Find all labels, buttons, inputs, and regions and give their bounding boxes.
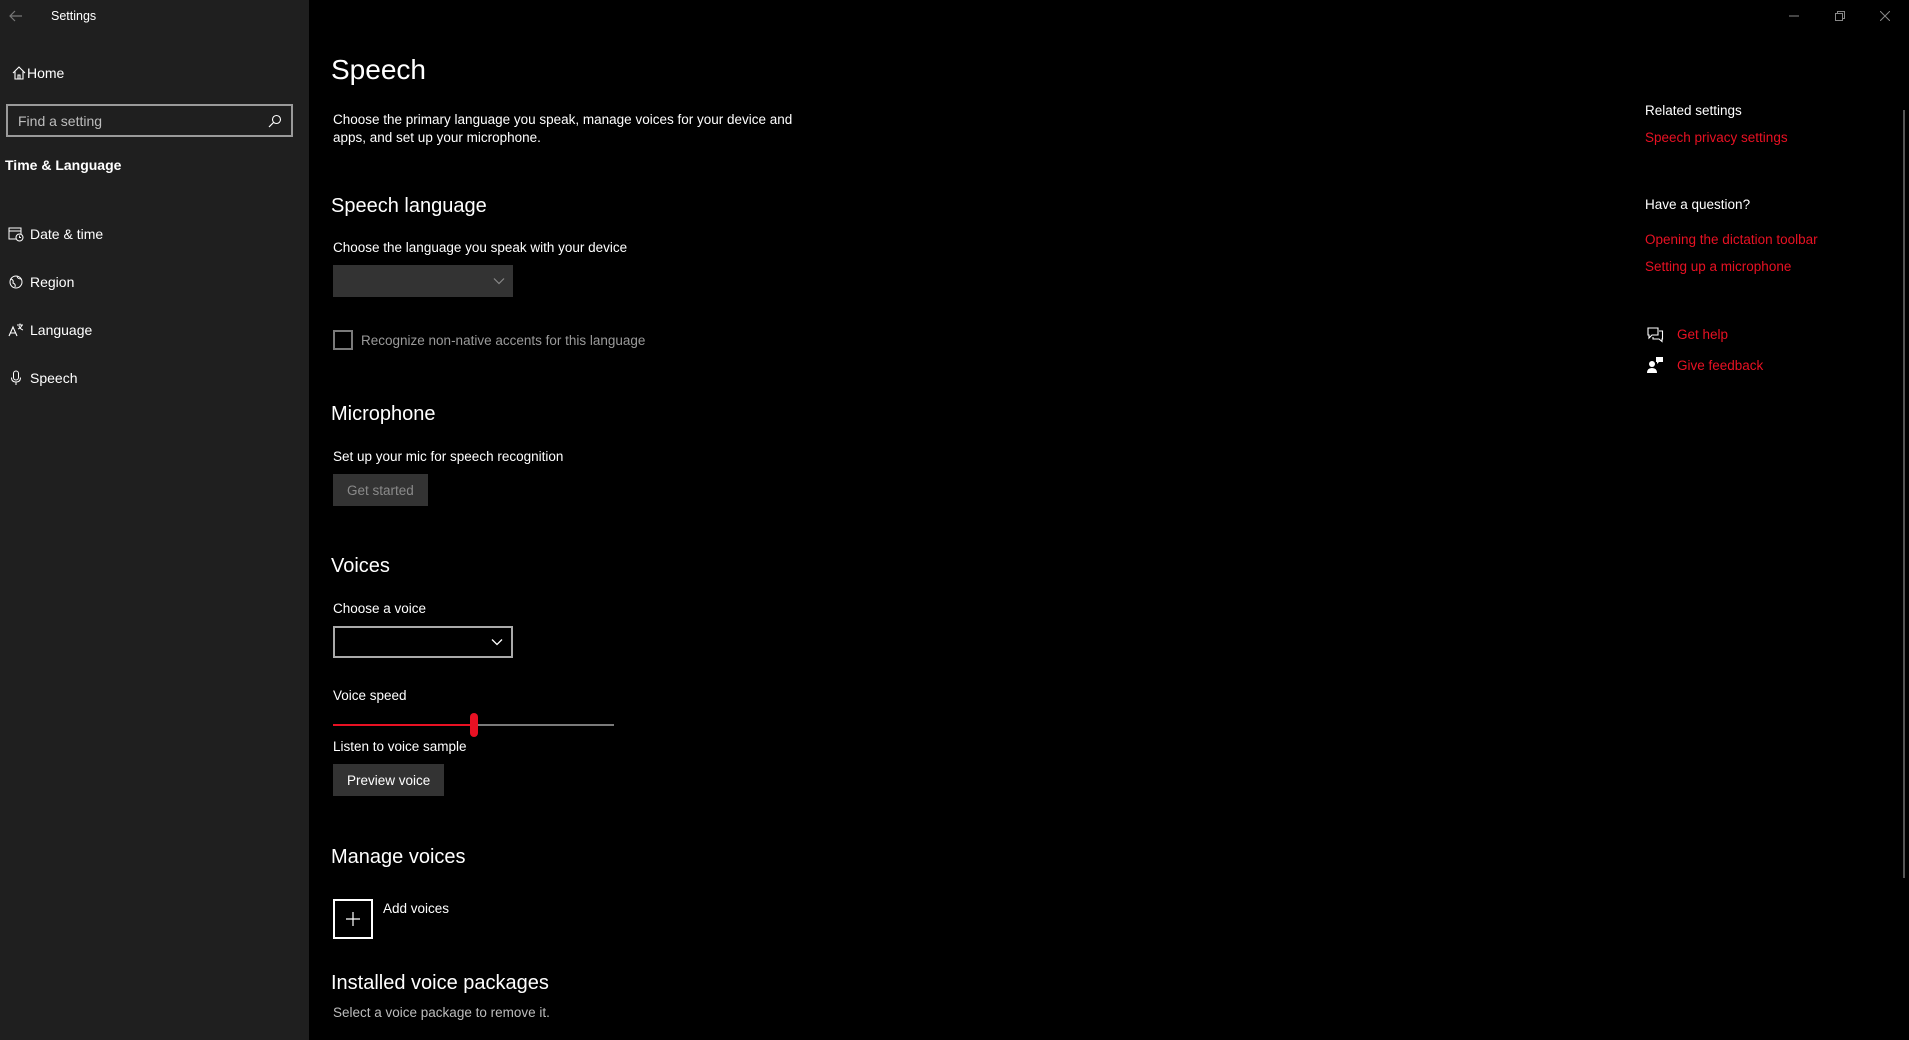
calendar-clock-icon bbox=[2, 226, 30, 242]
sidebar-item-label: Region bbox=[30, 274, 75, 290]
sidebar-item-label: Date & time bbox=[30, 226, 104, 242]
add-voices-label: Add voices bbox=[383, 901, 450, 916]
accents-checkbox-row[interactable] bbox=[333, 330, 645, 350]
page-description: Choose the primary language you speak, manage voices for your device and apps, and set up your microphone. bbox=[333, 112, 793, 145]
sidebar-item-label: Home bbox=[27, 65, 65, 81]
search-input[interactable] bbox=[16, 112, 267, 130]
listen-sample-label: Listen to voice sample bbox=[333, 739, 467, 754]
voices-heading: Voices bbox=[331, 555, 390, 577]
manage-voices-heading: Manage voices bbox=[331, 846, 466, 868]
microphone-setup-label: Set up your mic for speech recognition bbox=[333, 449, 564, 464]
sidebar-item-home[interactable] bbox=[0, 58, 309, 88]
give-feedback-row[interactable] bbox=[1645, 355, 1763, 375]
speech-language-heading: Speech language bbox=[331, 195, 487, 217]
accents-checkbox-label: Recognize non-native accents for this language bbox=[361, 332, 646, 348]
dictation-toolbar-link[interactable]: Opening the dictation toolbar bbox=[1645, 232, 1818, 247]
choose-voice-label: Choose a voice bbox=[333, 601, 427, 616]
sidebar-section-heading: Time & Language bbox=[5, 157, 122, 173]
page-title: Speech bbox=[331, 54, 426, 85]
microphone-heading: Microphone bbox=[331, 403, 436, 425]
sidebar-item-region[interactable] bbox=[0, 258, 309, 306]
slider-thumb[interactable] bbox=[470, 713, 478, 737]
speech-privacy-link[interactable]: Speech privacy settings bbox=[1645, 130, 1788, 145]
voice-dropdown[interactable] bbox=[333, 626, 513, 658]
slider-fill bbox=[333, 724, 474, 726]
get-help-link[interactable]: Get help bbox=[1677, 326, 1729, 342]
get-started-button[interactable]: Get started bbox=[333, 474, 428, 506]
add-voices-button[interactable] bbox=[333, 899, 449, 939]
sidebar-item-date-time[interactable] bbox=[0, 210, 309, 258]
restore-icon[interactable] bbox=[1822, 4, 1858, 28]
scrollbar[interactable] bbox=[1903, 110, 1905, 878]
speech-language-label: Choose the language you speak with your device bbox=[333, 240, 628, 255]
give-feedback-link[interactable]: Give feedback bbox=[1677, 357, 1764, 373]
get-help-row[interactable] bbox=[1645, 324, 1728, 344]
chat-help-icon bbox=[1645, 324, 1665, 344]
preview-voice-button[interactable]: Preview voice bbox=[333, 764, 444, 796]
sidebar bbox=[0, 0, 309, 1040]
feedback-person-icon bbox=[1645, 355, 1665, 375]
search-box[interactable] bbox=[6, 104, 293, 137]
content-pane bbox=[309, 0, 1909, 1040]
sidebar-item-label: Language bbox=[30, 322, 93, 338]
setup-microphone-link[interactable]: Setting up a microphone bbox=[1645, 259, 1792, 274]
installed-voices-heading: Installed voice packages bbox=[331, 972, 549, 994]
chevron-down-icon bbox=[493, 272, 505, 290]
speech-language-dropdown[interactable] bbox=[333, 265, 513, 297]
sidebar-item-language[interactable] bbox=[0, 306, 309, 354]
plus-icon bbox=[333, 899, 373, 939]
sidebar-item-speech[interactable] bbox=[0, 354, 309, 402]
related-settings-title: Related settings bbox=[1645, 103, 1742, 118]
sidebar-nav bbox=[0, 210, 309, 402]
close-icon[interactable] bbox=[1867, 4, 1903, 28]
back-arrow-icon[interactable] bbox=[4, 4, 28, 28]
accents-checkbox[interactable] bbox=[333, 330, 353, 350]
have-question-title: Have a question? bbox=[1645, 197, 1751, 212]
chevron-down-icon bbox=[491, 633, 503, 651]
sidebar-item-label: Speech bbox=[30, 370, 78, 386]
minimize-icon[interactable] bbox=[1776, 4, 1812, 28]
search-icon[interactable] bbox=[267, 113, 283, 129]
globe-icon bbox=[2, 274, 30, 290]
voice-speed-slider[interactable] bbox=[333, 713, 614, 739]
microphone-icon bbox=[2, 370, 30, 386]
voice-speed-label: Voice speed bbox=[333, 688, 407, 703]
installed-voices-hint: Select a voice package to remove it. bbox=[333, 1005, 550, 1020]
app-title: Settings bbox=[51, 9, 97, 23]
language-icon bbox=[2, 322, 30, 338]
